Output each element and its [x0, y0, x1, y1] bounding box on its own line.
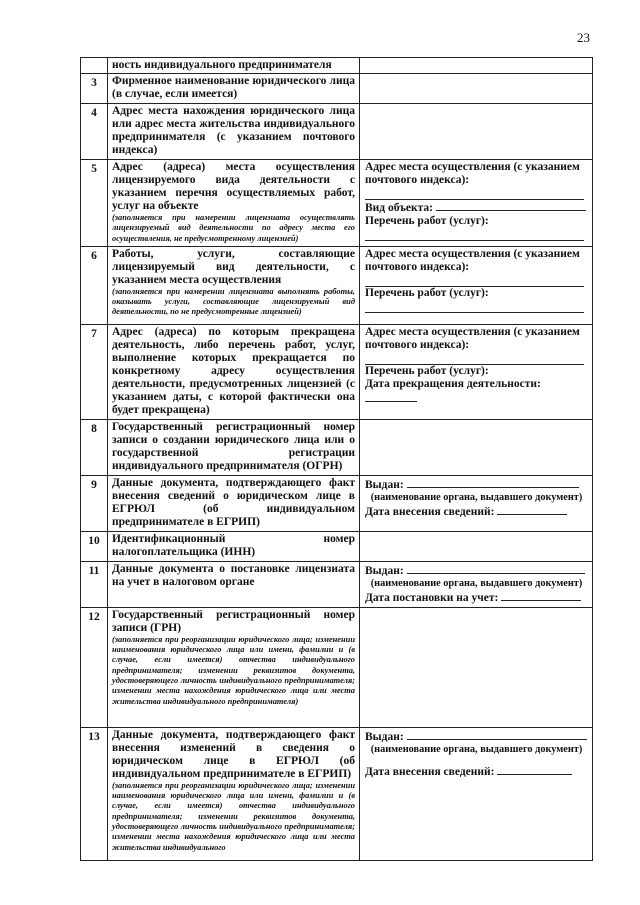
field-note: (заполняется при намерении лицензиата осуществлять лицензируемый вид деятельности по адресу места его осуществления, не предусмотренному лицензией) [112, 213, 355, 243]
field-value[interactable] [360, 531, 593, 561]
row-number: 6 [81, 246, 108, 324]
row-number: 10 [81, 531, 108, 561]
row-number: 3 [81, 74, 108, 104]
table-row [81, 607, 593, 727]
works-label: Перечень работ (услуг): [365, 286, 489, 299]
issuer-hint: (наименование органа, выдавшего документ) [370, 491, 583, 503]
issued-label: Выдан: [365, 478, 404, 491]
row-number [81, 58, 108, 74]
date-label: Дата постановки на учет: [365, 591, 499, 604]
row-number: 5 [81, 160, 108, 247]
row-number: 8 [81, 419, 108, 475]
issuer-hint: (наименование органа, выдавшего документ) [370, 743, 583, 755]
address-label: Адрес места осуществления (с указанием почтового индекса): [365, 161, 580, 186]
field-value[interactable] [360, 561, 593, 607]
field-value[interactable] [360, 324, 593, 419]
row-number: 12 [81, 607, 108, 727]
field-name: Адрес (адреса) по которым прекращена деятельность, либо перечень работ, услуг, выполнение которых прекращается по конкретному адресу осуществления деятельности, предусмотренных лицензией (с указанием даты, с которой фактически она будет прекращена) [108, 324, 360, 419]
address-input-line[interactable] [365, 352, 584, 365]
field-name-text: Государственный регистрационный номер записи (ГРН) [112, 608, 355, 634]
field-name: Адрес места нахождения юридического лица или адрес места жительства индивидуального предпринимателя (с указанием почтового индекса) [108, 104, 360, 160]
table-row [81, 104, 593, 160]
object-type-label: Вид объекта: [365, 202, 434, 214]
field-note: (заполняется при намерении лицензиата выполнять работы, оказывать услуги, составляющие лицензируемый вид деятельности, по не предусмотренные лицензией) [112, 286, 355, 317]
field-value[interactable] [360, 104, 593, 160]
application-form-table [80, 57, 593, 861]
row-number: 7 [81, 324, 108, 419]
table-row [81, 475, 593, 531]
field-value[interactable] [360, 727, 593, 860]
field-name [108, 727, 360, 860]
date-input-line[interactable] [501, 590, 581, 601]
table-row [81, 727, 593, 860]
works-label: Перечень работ (услуг): [365, 215, 489, 227]
address-input-line[interactable] [365, 187, 584, 200]
field-name: Данные документа о постановке лицензиата на учет в налоговом органе [108, 561, 360, 607]
end-date-input-line[interactable] [365, 391, 417, 402]
works-input-line[interactable] [365, 228, 584, 241]
field-name: ность индивидуального предпринимателя [108, 58, 360, 74]
address-label: Адрес места осуществления (с указанием почтового индекса): [365, 325, 580, 351]
field-value[interactable] [360, 58, 593, 74]
address-input-line[interactable] [365, 274, 584, 287]
issued-label: Выдан: [365, 564, 404, 577]
address-label: Адрес места осуществления (с указанием почтового индекса): [365, 247, 580, 273]
row-number: 4 [81, 104, 108, 160]
field-value[interactable] [360, 160, 593, 247]
field-note: (заполняется при реорганизации юридического лица; изменении наименования юридического лица или имени, фамилии и (в случае, если имеется) отчества индивидуального предпринимателя; изменении реквизитов документа, удостоверяющего личность индивидуального предпринимателя; изменении места нахождения юридического лица или места жительства индивидуального [112, 780, 355, 852]
issued-input-line[interactable] [407, 563, 585, 574]
table-row [81, 160, 593, 247]
field-value[interactable] [360, 475, 593, 531]
works-input-line[interactable] [365, 300, 584, 313]
date-label: Дата внесения сведений: [365, 765, 495, 778]
field-note: (заполняется при реорганизации юридического лица; изменении наименования юридического лица или имени, фамилии и (в случае, если имеется) отчества индивидуального предпринимателя; изменении реквизитов документа, удостоверяющего личность индивидуального предпринимателя; изменении места нахождения юридического лица или места жительства индивидуального предпринимателя) [112, 634, 355, 706]
date-label: Дата внесения сведений: [365, 505, 495, 518]
works-label: Перечень работ (услуг): [365, 364, 489, 377]
field-value[interactable] [360, 74, 593, 104]
issued-input-line[interactable] [407, 477, 579, 488]
field-name-text: Данные документа, подтверждающего факт внесения изменений в сведения о юридическом лице в ЕГРЮЛ (об индивидуальном предпринимателе в ЕГРИП) [112, 728, 355, 780]
field-name-text: Работы, услуги, составляющие лицензируемый вид деятельности, с указанием места осуществления [112, 247, 355, 286]
end-date-label: Дата прекращения деятельности: [365, 377, 541, 390]
field-name [108, 160, 360, 247]
date-input-line[interactable] [497, 504, 567, 515]
table-row [81, 58, 593, 74]
page-number: 23 [577, 30, 590, 45]
table-row [81, 74, 593, 104]
table-row [81, 419, 593, 475]
table-row [81, 324, 593, 419]
field-name: Данные документа, подтверждающего факт внесения сведений о юридическом лице в ЕГРЮЛ (об индивидуальном предпринимателе в ЕГРИП) [108, 475, 360, 531]
field-name [108, 246, 360, 324]
row-number: 11 [81, 561, 108, 607]
field-name: Идентификационный номер налогоплательщика (ИНН) [108, 531, 360, 561]
issuer-hint: (наименование органа, выдавшего документ) [370, 577, 583, 589]
table-row [81, 561, 593, 607]
field-name-text: Адрес (адреса) места осуществления лицензируемого вида деятельности с указанием перечня осуществляемых работ, услуг на объекте [112, 161, 355, 212]
field-name: Фирменное наименование юридического лица (в случае, если имеется) [108, 74, 360, 104]
field-value[interactable] [360, 246, 593, 324]
object-type-input-line[interactable] [436, 200, 586, 211]
issued-input-line[interactable] [407, 729, 587, 740]
table-row [81, 246, 593, 324]
field-name [108, 607, 360, 727]
field-name: Государственный регистрационный номер записи о создании юридического лица или о государственной регистрации индивидуального предпринимателя (ОГРН) [108, 419, 360, 475]
row-number: 9 [81, 475, 108, 531]
issued-label: Выдан: [365, 730, 404, 743]
date-input-line[interactable] [497, 764, 572, 775]
table-row [81, 531, 593, 561]
field-value[interactable] [360, 607, 593, 727]
field-value[interactable] [360, 419, 593, 475]
row-number: 13 [81, 727, 108, 860]
